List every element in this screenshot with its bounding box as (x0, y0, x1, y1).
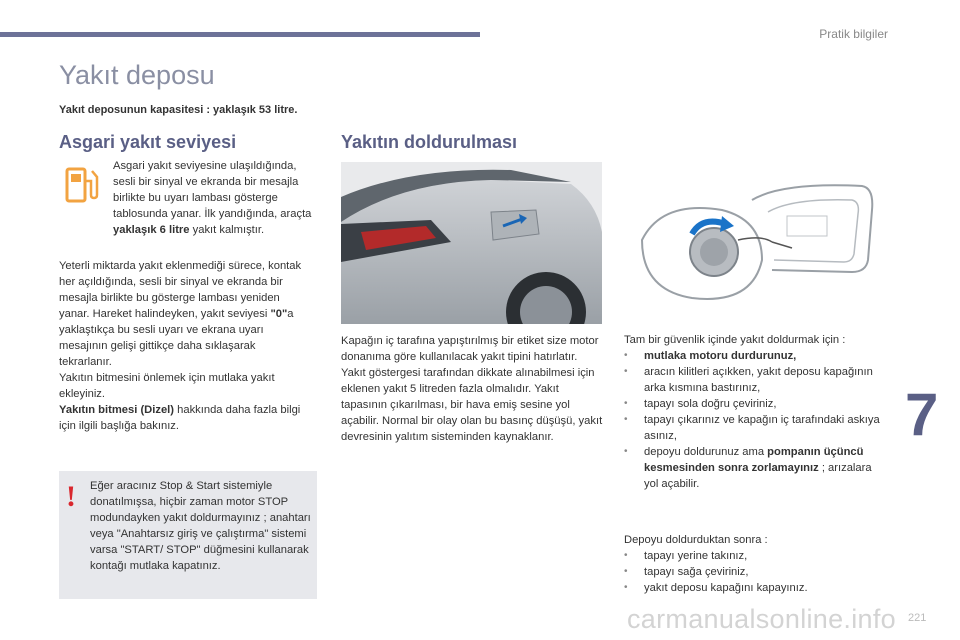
refuelling-paragraph: Kapağın iç tarafına yapıştırılmış bir etiket size motor donanıma göre kullanılacak yakıt tipini hatırlatır. Yakıt göstergesi tarafından dikkate alınabilmesi için eklenen yakıt 5 litreden fazla olmalıdır. Yakıt tapasının çıkarılması, bir hava emiş sesine yol açabilir. Normal bir olay olan bu basınç düşüşü, yakıt devresinin yalıtım sisteminden kaynaklanır. (341, 335, 603, 443)
heading-min-fuel: Asgari yakıt seviyesi (59, 132, 237, 152)
after-step-item: • tapayı yerine takınız, (624, 548, 886, 564)
section-header: Pratik bilgiler (819, 27, 888, 41)
page-title: Yakıt deposu (59, 60, 215, 90)
fuel-cap-diagram-image (622, 180, 878, 310)
min-fuel-details: Yeterli miktarda yakıt eklenmediği sürece, kontak her açıldığında, sesli bir sinyal ve ekranda bir mesajla birlikte bu gösterge lambası yeniden yanar. Hareket halindeyken, yakıt seviyesi "0"a yaklaştıkça bu sesli uyarı ve ekrana uyarı mesajının gelişi gittikçe daha sıklaşarak tekrarlanır. Yakıtın bitmesini önlemek için mutlaka yakıt ekleyiniz. Yakıtın bitmesi (Dizel) hakkında daha fazla bilgi için ilgili başlığa bakınız. (59, 260, 302, 432)
watermark: carmanualsonline.info (627, 604, 896, 634)
warning-exclamation-icon: ! (66, 480, 76, 513)
step-item: • tapayı sola doğru çeviriniz, (624, 396, 886, 412)
step-item: • tapayı çıkarınız ve kapağın iç tarafındaki askıya asınız, (624, 412, 886, 444)
warning-text: Eğer aracınız Stop & Start sistemiyle donatılmışsa, hiçbir zaman motor STOP modundayken yakıt doldurmayınız ; anahtarı veya "Anahtarsız giriş ve çalıştırma" sistemi varsa "START/ STOP" düğmesini kullanarak kontağı mutlaka kapatınız. (90, 480, 311, 572)
capacity-note: Yakıt deposunun kapasitesi : yaklaşık 53 litre. (59, 104, 298, 116)
min-fuel-paragraph: Asgari yakıt seviyesine ulaşıldığında, sesli bir sinyal ve ekranda bir mesajla birlikte bu uyarı lambası gösterge tablosunda yanar. İlk yandığında, araçta yaklaşık 6 litre yakıt kalmıştır. (113, 160, 312, 236)
page-number: 221 (908, 612, 927, 624)
step-item: • aracın kilitleri açıkken, yakıt deposu kapağının arka kısmına bastırınız, (624, 364, 886, 396)
heading-refuelling: Yakıtın doldurulması (341, 132, 518, 152)
step-item: • depoyu doldurunuz ama pompanın üçüncü kesmesinden sonra zorlamayınız ; arızalara yol açabilir. (624, 444, 886, 492)
car-rear-fuel-flap-image (341, 162, 602, 324)
top-accent-bar (0, 32, 480, 37)
after-step-item: • tapayı sağa çeviriniz, (624, 564, 886, 580)
fuel-pump-icon (64, 165, 100, 205)
after-step-item: • yakıt deposu kapağını kapayınız. (624, 580, 886, 596)
chapter-number: 7 (905, 381, 939, 448)
after-refuel-steps: Depoyu doldurduktan sonra : • tapayı yerine takınız, • tapayı sağa çeviriniz, • yakıt deposu kapağını kapayınız. (624, 532, 886, 596)
step-item: • mutlaka motoru durdurunuz, (624, 348, 886, 364)
refuel-steps: Tam bir güvenlik içinde yakıt doldurmak için : • mutlaka motoru durdurunuz, • aracın kilitleri açıkken, yakıt deposu kapağının arka kısmına bastırınız, • tapayı sola doğru çeviriniz, • tapayı çıkarınız ve kapağın iç tarafındaki askıya asınız, • depoyu doldurunuz ama pompanın üçüncü kesmesinden sonra zorlamayınız ; arızalara yol açabilir. (624, 332, 886, 492)
